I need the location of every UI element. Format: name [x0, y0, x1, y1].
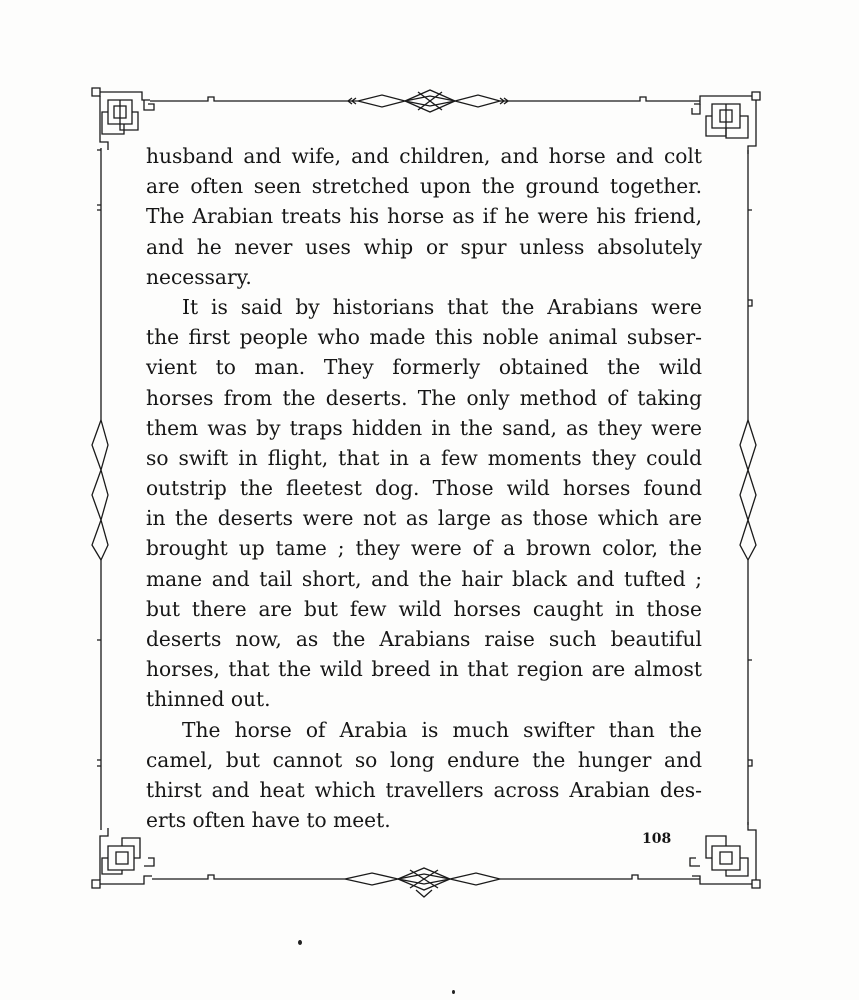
right-border-diamond-chain [740, 420, 756, 560]
text-line: thinned out. [146, 687, 271, 712]
left-border-rule-bottom [97, 560, 101, 830]
text-line: It is said by historians that the Arabians were [182, 294, 702, 319]
page-number: 108 [642, 831, 672, 847]
ink-speck [298, 940, 302, 945]
bottom-center-knot [345, 868, 500, 890]
text-line: thirst and heat which travellers across Arabian des- [146, 777, 702, 802]
text-line: camel, but cannot so long endure the hunger and [146, 747, 702, 772]
left-border-diamond-chain [92, 420, 108, 560]
text-line: mane and tail short, and the hair black and tufted ; [146, 566, 702, 591]
text-line: husband and wife, and children, and horse and colt [146, 144, 702, 168]
corner-fret-bottom-left [92, 828, 154, 888]
body-text [146, 141, 702, 835]
right-border-rule-bottom [748, 560, 752, 825]
text-line: The horse of Arabia is much swifter than the [182, 717, 702, 742]
ink-speck [452, 990, 455, 994]
text-line: in the deserts were not as large as those which are [146, 506, 702, 531]
bottom-border-right-rule [500, 875, 700, 879]
text-line: deserts now, as the Arabians raise such beautiful [146, 627, 702, 651]
corner-fret-top-right [692, 92, 760, 154]
text-line: so swift in flight, that in a few moments they could [146, 445, 702, 470]
text-line: are often seen stretched upon the ground together. [146, 174, 702, 199]
text-line: but there are but few wild horses caught in those [146, 596, 702, 621]
text-line: erts often have to meet. [146, 808, 391, 833]
top-border-left-rule [150, 97, 358, 101]
text-line: vient to man. They formerly obtained the wild [146, 355, 702, 380]
text-line: brought up tame ; they were of a brown color, the [146, 536, 702, 561]
bottom-border-left-rule [152, 875, 345, 879]
text-line: necessary. [146, 264, 252, 289]
text-line: horses from the deserts. The only method of taking [146, 385, 702, 410]
corner-fret-top-left [92, 88, 154, 150]
text-line: outstrip the fleetest dog. Those wild horses found [146, 476, 702, 501]
right-border-rule-top [748, 150, 752, 420]
text-line: horses, that the wild breed in that region are almost [146, 657, 702, 682]
text-line: the first people who made this noble animal subser- [146, 325, 702, 350]
text-line: and he never uses whip or spur unless absolutely [146, 234, 702, 259]
top-border-right-rule [500, 97, 700, 101]
text-line: them was by traps hidden in the sand, as they were [146, 415, 702, 440]
text-line: The Arabian treats his horse as if he were his friend, [146, 204, 702, 229]
left-border-rule-top [97, 148, 101, 420]
